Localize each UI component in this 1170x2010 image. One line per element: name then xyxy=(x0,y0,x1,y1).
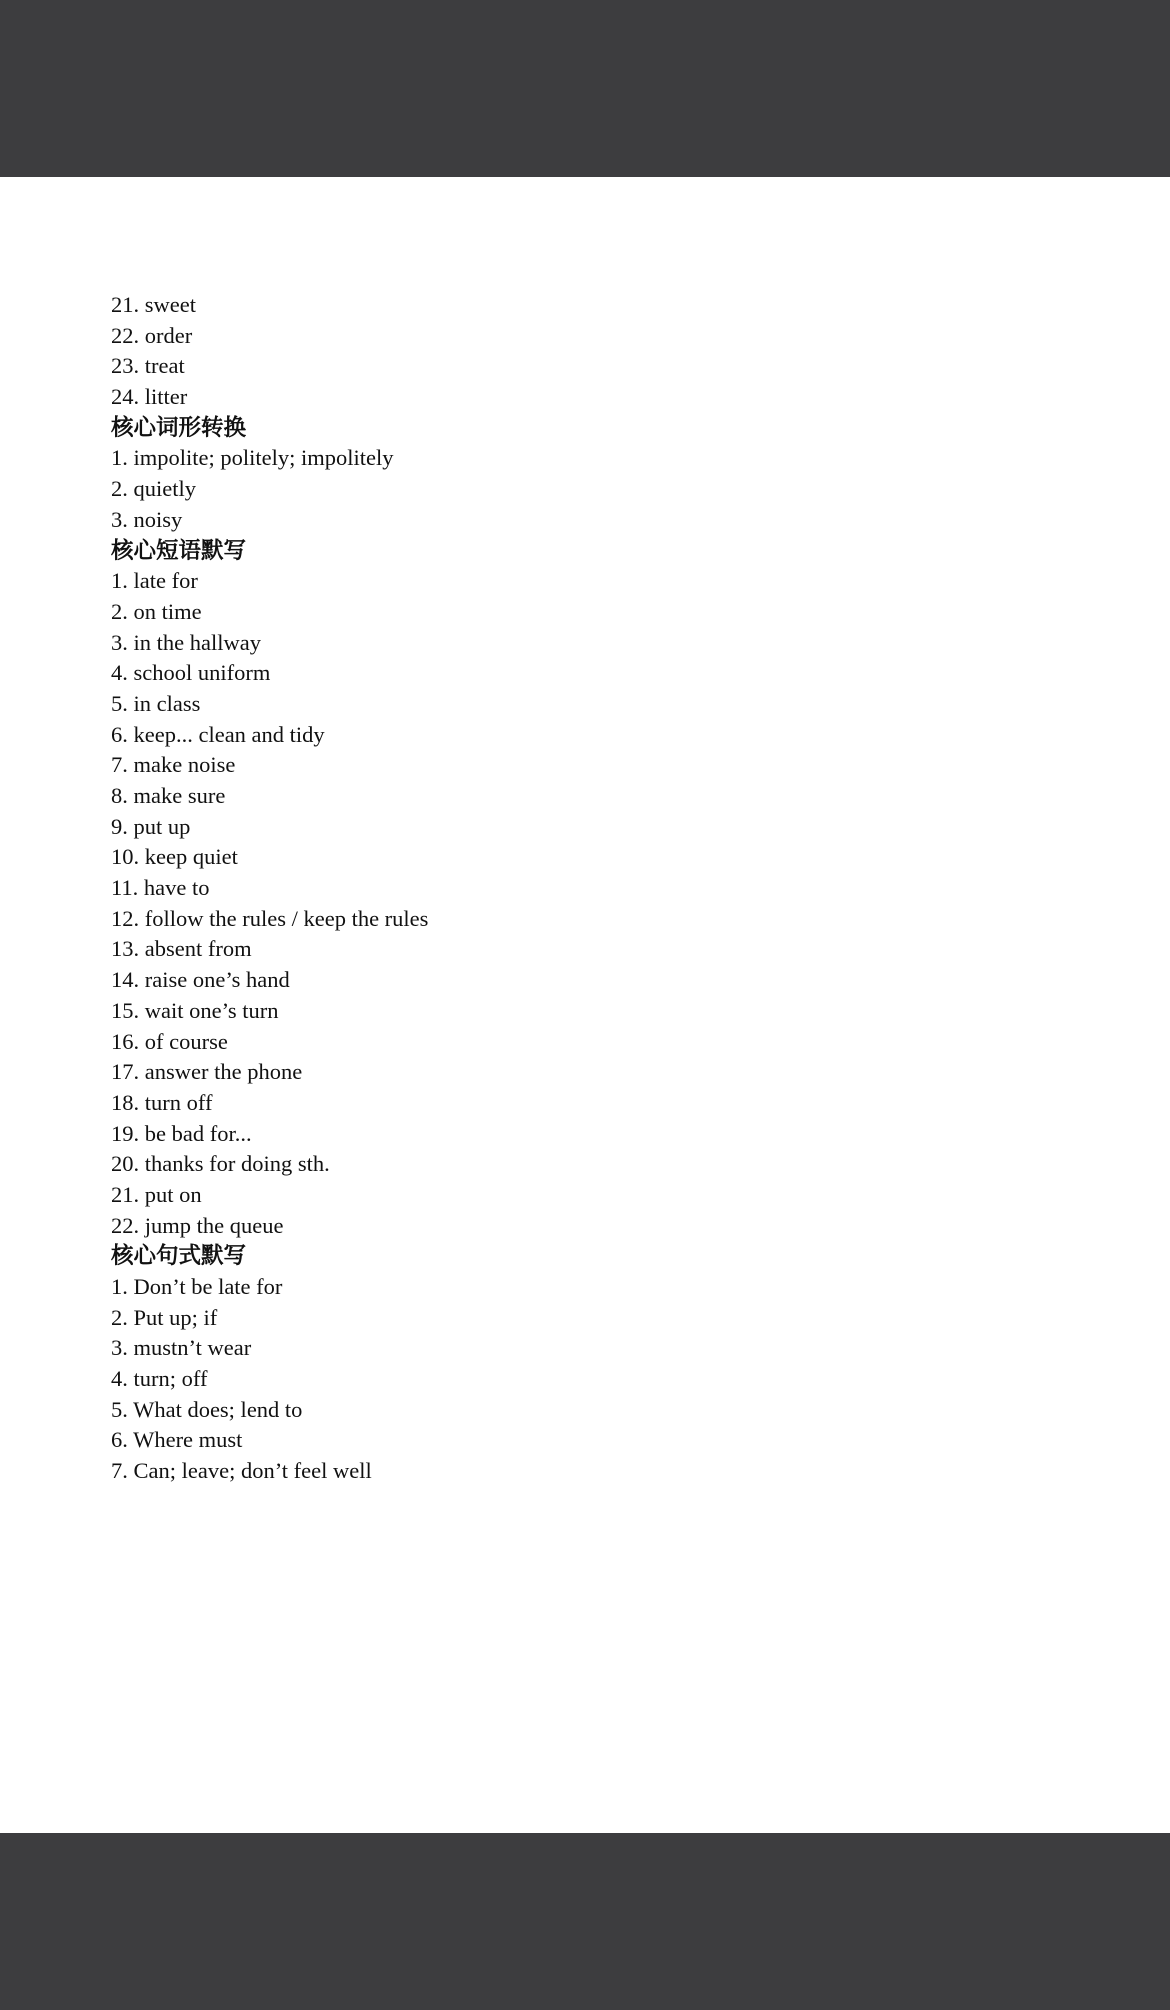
list-item: 7. make noise xyxy=(111,752,236,778)
section-heading-phrases: 核心短语默写 xyxy=(111,537,247,564)
list-item: 6. keep... clean and tidy xyxy=(111,721,325,747)
section-heading-word-forms: 核心词形转换 xyxy=(111,414,247,441)
list-item: 2. quietly xyxy=(111,476,196,502)
list-item: 23. treat xyxy=(111,353,185,379)
list-item: 8. make sure xyxy=(111,783,226,808)
list-item: 9. put up xyxy=(111,813,191,839)
list-item: 24. litter xyxy=(111,384,188,410)
list-item: 6. Where must xyxy=(111,1427,243,1453)
document-page xyxy=(0,177,1170,1833)
list-item: 15. wait one’s turn xyxy=(111,997,279,1023)
list-item: 1. Don’t be late for xyxy=(111,1274,283,1299)
list-item: 22. jump the queue xyxy=(111,1212,284,1238)
list-item: 12. follow the rules / keep the rules xyxy=(111,905,429,931)
answer-list xyxy=(111,290,1111,1487)
list-item: 1. late for xyxy=(111,568,198,594)
list-item: 21. put on xyxy=(111,1181,202,1207)
list-item: 3. in the hallway xyxy=(111,629,261,655)
list-item: 20. thanks for doing sth. xyxy=(111,1151,330,1177)
list-item: 5. in class xyxy=(111,690,201,716)
list-item: 13. absent from xyxy=(111,936,252,962)
list-item: 4. turn; off xyxy=(111,1366,208,1392)
list-item: 5. What does; lend to xyxy=(111,1396,303,1422)
list-item: 16. of course xyxy=(111,1028,228,1054)
list-item: 22. order xyxy=(111,322,193,348)
list-item: 4. school uniform xyxy=(111,660,271,686)
section-heading-sentences: 核心句式默写 xyxy=(111,1243,247,1270)
list-item: 1. impolite; politely; impolitely xyxy=(111,445,394,471)
list-item: 2. Put up; if xyxy=(111,1304,218,1330)
list-item: 10. keep quiet xyxy=(111,844,238,870)
list-item: 14. raise one’s hand xyxy=(111,967,290,993)
list-item: 17. answer the phone xyxy=(111,1059,303,1085)
list-item: 11. have to xyxy=(111,875,210,901)
list-item: 21. sweet xyxy=(111,292,196,317)
list-item: 3. noisy xyxy=(111,506,183,532)
list-item: 3. mustn’t wear xyxy=(111,1335,252,1361)
list-item: 18. turn off xyxy=(111,1089,213,1115)
list-item: 7. Can; leave; don’t feel well xyxy=(111,1458,372,1484)
list-item: 19. be bad for... xyxy=(111,1120,252,1146)
list-item: 2. on time xyxy=(111,598,202,624)
